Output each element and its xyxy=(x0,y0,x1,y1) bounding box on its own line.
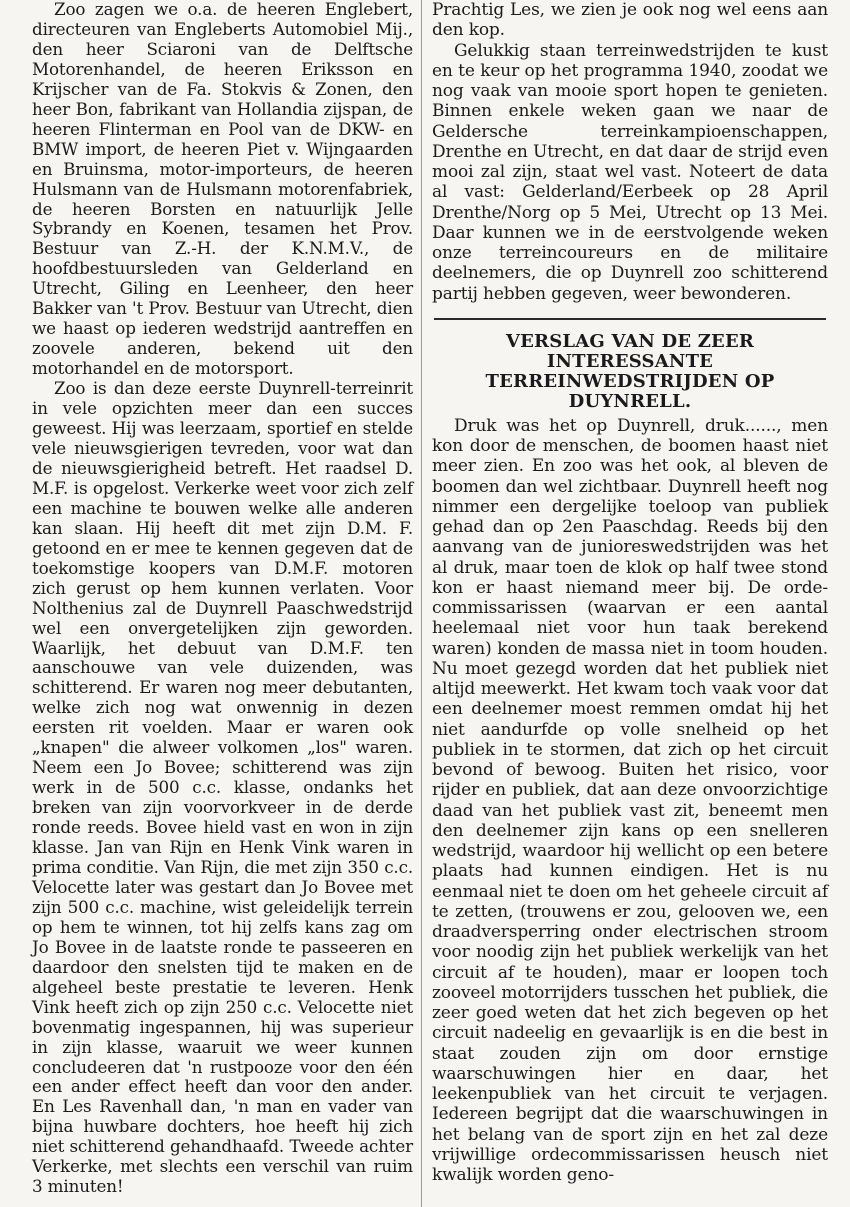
left-paragraph-1: Zoo zagen we o.a. de heeren Englebert, directeuren van Engleberts Automobiel Mij., den heer Sciaroni van de Delftsche Motorenhandel, de heeren Eriksson en Krijscher van de Fa. Stokvis & Zonen, den heer Bon, fabrikant van Hollandia zijspan, de heeren Flinterman en Pool van de DKW- en BMW import, de heeren Piet v. Wijngaarden en Bruinsma, motor-importeurs, de heeren Hulsmann van de Hulsmann motorenfabriek, de heeren Borsten en natuurlijk Jelle Sybrandy en Koenen, tesamen het Prov. Bestuur van Z.-H. der K.N.M.V., de hoofdbestuursleden van Gelderland en Utrecht, Giling en Leenheer, den heer Bakker van 't Prov. Bestuur van Utrecht, dien we haast op iederen wedstrijd aantreffen en zoovele anderen, bekend uit den motorhandel en de motorsport. xyxy=(32,0,413,379)
column-divider xyxy=(421,0,422,1207)
section-divider xyxy=(434,318,826,320)
article-heading: VERSLAG VAN DE ZEER INTERESSANTE TERREINWEDSTRIJDEN OP DUYNRELL. xyxy=(485,330,775,412)
right-column xyxy=(432,0,828,1185)
left-column xyxy=(32,0,413,1197)
left-paragraph-2: Zoo is dan deze eerste Duynrell-terreinrit in vele opzichten meer dan een succes geweest. Hij was leerzaam, sportief en stelde vele nieuwsgierigen tevreden, voor wat dan de nieuwsgierigheid betreft. Het raadsel D. M.F. is opgelost. Verkerke weet voor zich zelf een machine te bouwen welke alle anderen kan slaan. Hij heeft dit met zijn D.M. F. getoond en er mee te kennen gegeven dat de toekomstige koopers van D.M.F. motoren zich gerust op hem kunnen verlaten. Voor Nolthenius zal de Duynrell Paaschwedstrijd wel een onvergetelijken zijn geworden. Waarlijk, het debuut van D.M.F. ten aanschouwe van vele duizenden, was schitterend. Er waren nog meer debutanten, welke zich nog wat onwennig in dezen eersten rit voelden. Maar er waren ook „knapen" die alweer volkomen „los" waren. Neem een Jo Bovee; schitterend was zijn werk in de 500 c.c. klasse, ondanks het breken van zijn voorvorkveer in de derde ronde reeds. Bovee hield vast en won in zijn klasse. Jan van Rijn en Henk Vink waren in prima conditie. Van Rijn, die met zijn 350 c.c. Velocette later was gestart dan Jo Bovee met zijn 500 c.c. machine, wist geleidelijk terrein op hem te winnen, tot hij zelfs kans zag om Jo Bovee in de laatste ronde te passeeren en daardoor den snelsten tijd te maken en de algeheel beste prestatie te leveren. Henk Vink heeft zich op zijn 250 c.c. Velocette niet bovenmatig ingespannen, hij was superieur in zijn klasse, waaruit we weer kunnen concludeeren dat 'n rustpooze voor den één een ander effect heeft dan voor den ander. En Les Ravenhall dan, 'n man en vader van bijna huwbare dochters, hoe heeft hij zich niet schitterend gehandhaafd. Tweede achter Verkerke, met slechts een verschil van ruim 3 minuten! xyxy=(32,378,413,1197)
article-paragraph: Druk was het op Duynrell, druk......, men kon door de menschen, de boomen haast niet meer zien. En zoo was het ook, al bleven de boomen dan wel zichtbaar. Duynrell heeft nog nimmer een dergelijke toeloop van publiek gehad dan op 2en Paaschdag. Reeds bij den aanvang van de junioreswedstrijden was het al druk, maar toen de klok op half twee stond kon er haast niemand meer bij. De orde-commissarissen (waarvan er een aantal heelemaal niet voor hun taak berekend waren) konden de massa niet in toom houden. Nu moet gezegd worden dat het publiek niet altijd meewerkt. Het kwam toch vaak voor dat een deelnemer moest remmen omdat hij het niet aandurfde op volle snelheid op het publiek in te stormen, dat zich op het circuit bevond of bewoog. Buiten het risico, voor rijder en publiek, dat aan deze onvoorzichtige daad van het publiek vast zit, beneemt men den deelnemer zijn kans op een snelleren wedstrijd, waardoor hij wellicht op een betere plaats had kunnen eindigen. Het is nu eenmaal niet te doen om het geheele circuit af te zetten, (trouwens er zou, gelooven we, een draadversperring onder electrischen stroom voor noodig zijn het publiek werkelijk van het circuit af te houden), maar er loopen toch zooveel motorrijders tusschen het publiek, die zeer goed weten dat het zich begeven op het circuit nadeelig en gevaarlijk is en die best in staat zouden zijn om door ernstige waarschuwingen hier en daar, het leekenpubliek van het circuit te verjagen. Iedereen begrijpt dat die waarschuwingen in het belang van de sport zijn en het zal deze vrijwillige ordecommissarissen heusch niet kwalijk worden geno- xyxy=(432,415,828,1185)
right-paragraph: Gelukkig staan terreinwedstrijden te kust en te keur op het programma 1940, zoodat we nog vaak van mooie sport hopen te genieten. Binnen enkele weken gaan we naar de Geldersche terreinkampioenschappen, Drenthe en Utrecht, en dat daar de strijd even mooi zal zijn, staat wel vast. Noteert de data al vast: Gelderland/Eerbeek op 28 April Drenthe/Norg op 5 Mei, Utrecht op 13 Mei. Daar kunnen we in de eerstvolgende weken onze terreincoureurs en de militaire deelnemers, die op Duynrell zoo schitterend partij hebben gegeven, weer bewonderen. xyxy=(432,40,828,304)
right-continuation-text: Prachtig Les, we zien je ook nog wel eens aan den kop. xyxy=(432,0,828,41)
